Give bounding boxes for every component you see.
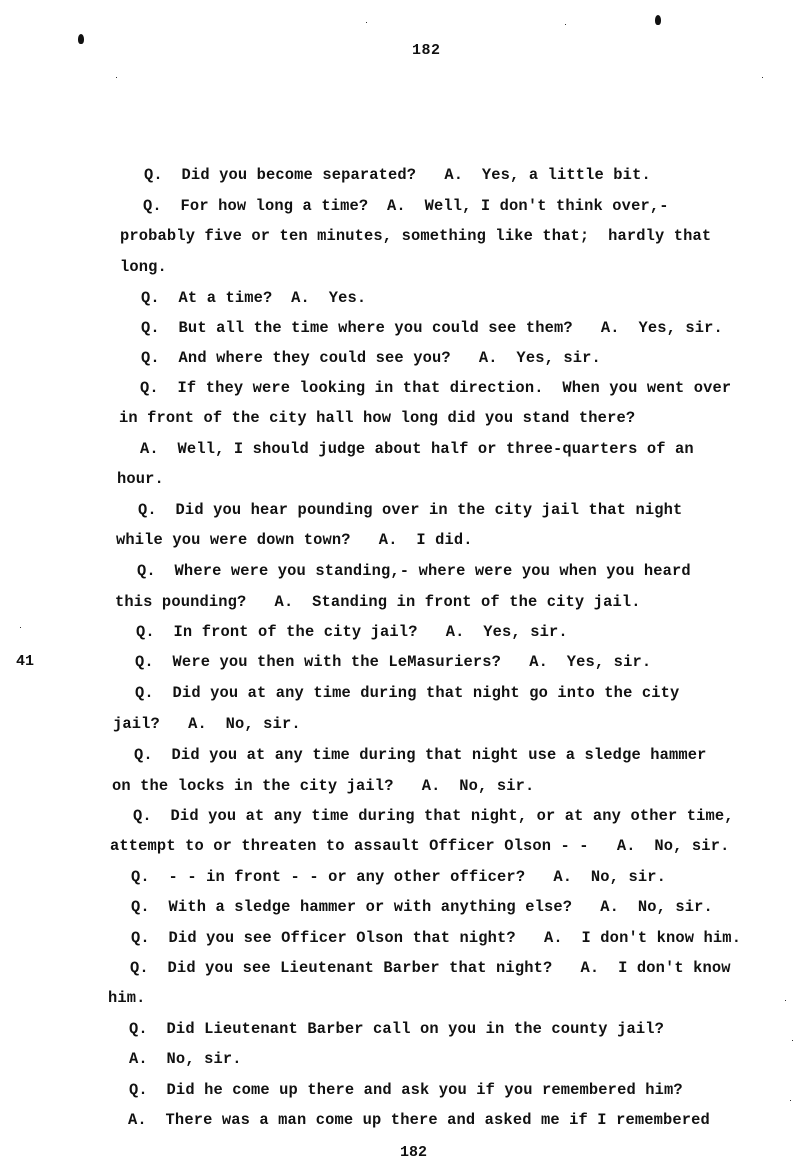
- transcript-line: long.: [120, 258, 167, 276]
- punch-hole-mark-right: [655, 15, 661, 25]
- transcript-line: Q. And where they could see you? A. Yes, sir.: [141, 349, 601, 367]
- scan-speck: [20, 627, 21, 628]
- page-number-top: 182: [412, 42, 441, 59]
- transcript-line: probably five or ten minutes, something like that; hardly that: [120, 227, 712, 245]
- transcript-line: Q. Did Lieutenant Barber call on you in the county jail?: [129, 1020, 664, 1038]
- scan-speck: [762, 77, 763, 78]
- scan-speck: [565, 24, 566, 25]
- transcript-line: while you were down town? A. I did.: [116, 531, 473, 549]
- punch-hole-mark-left: [78, 34, 84, 44]
- transcript-line: Q. If they were looking in that direction. When you went over: [140, 379, 732, 397]
- scan-speck: [785, 1000, 786, 1001]
- transcript-line: this pounding? A. Standing in front of the city jail.: [115, 593, 641, 611]
- transcript-line: in front of the city hall how long did you stand there?: [119, 409, 636, 427]
- transcript-line: attempt to or threaten to assault Officer Olson - - A. No, sir.: [110, 837, 730, 855]
- scan-speck: [366, 22, 367, 23]
- transcript-line: Q. In front of the city jail? A. Yes, sir.: [136, 623, 568, 641]
- transcript-line: Q. But all the time where you could see them? A. Yes, sir.: [141, 319, 723, 337]
- transcript-line: Q. - - in front - - or any other officer? A. No, sir.: [131, 868, 666, 886]
- transcript-line: Q. Did he come up there and ask you if you remembered him?: [129, 1081, 683, 1099]
- transcript-line: on the locks in the city jail? A. No, sir.: [112, 777, 535, 795]
- transcript-line: hour.: [117, 470, 164, 488]
- transcript-line: Q. For how long a time? A. Well, I don't think over,-: [143, 197, 669, 215]
- transcript-line: Q. Were you then with the LeMasuriers? A. Yes, sir.: [135, 653, 652, 671]
- transcript-line: Q. Did you at any time during that night go into the city: [135, 684, 680, 702]
- scan-speck: [790, 1100, 791, 1101]
- transcript-line: him.: [108, 989, 146, 1007]
- transcript-line: jail? A. No, sir.: [113, 715, 301, 733]
- transcript-line: A. No, sir.: [129, 1050, 242, 1068]
- transcript-line: Q. Did you become separated? A. Yes, a little bit.: [144, 166, 651, 184]
- transcript-line: Q. Did you at any time during that night use a sledge hammer: [134, 746, 707, 764]
- transcript-line: A. There was a man come up there and asked me if I remembered: [128, 1111, 710, 1129]
- transcript-line: Q. With a sledge hammer or with anything else? A. No, sir.: [131, 898, 713, 916]
- transcript-line: Q. Did you see Lieutenant Barber that night? A. I don't know: [130, 959, 731, 977]
- transcript-line: Q. Did you at any time during that night, or at any other time,: [133, 807, 734, 825]
- scan-speck: [792, 1040, 793, 1041]
- transcript-line: Q. Where were you standing,- where were you when you heard: [137, 562, 691, 580]
- scan-speck: [116, 77, 117, 78]
- margin-line-number: 41: [16, 653, 35, 670]
- transcript-line: A. Well, I should judge about half or three-quarters of an: [140, 440, 694, 458]
- transcript-line: Q. Did you hear pounding over in the city jail that night: [138, 501, 683, 519]
- transcript-line: Q. At a time? A. Yes.: [141, 289, 367, 307]
- page-number-bottom: 182: [400, 1144, 428, 1161]
- transcript-line: Q. Did you see Officer Olson that night? A. I don't know him.: [131, 929, 742, 947]
